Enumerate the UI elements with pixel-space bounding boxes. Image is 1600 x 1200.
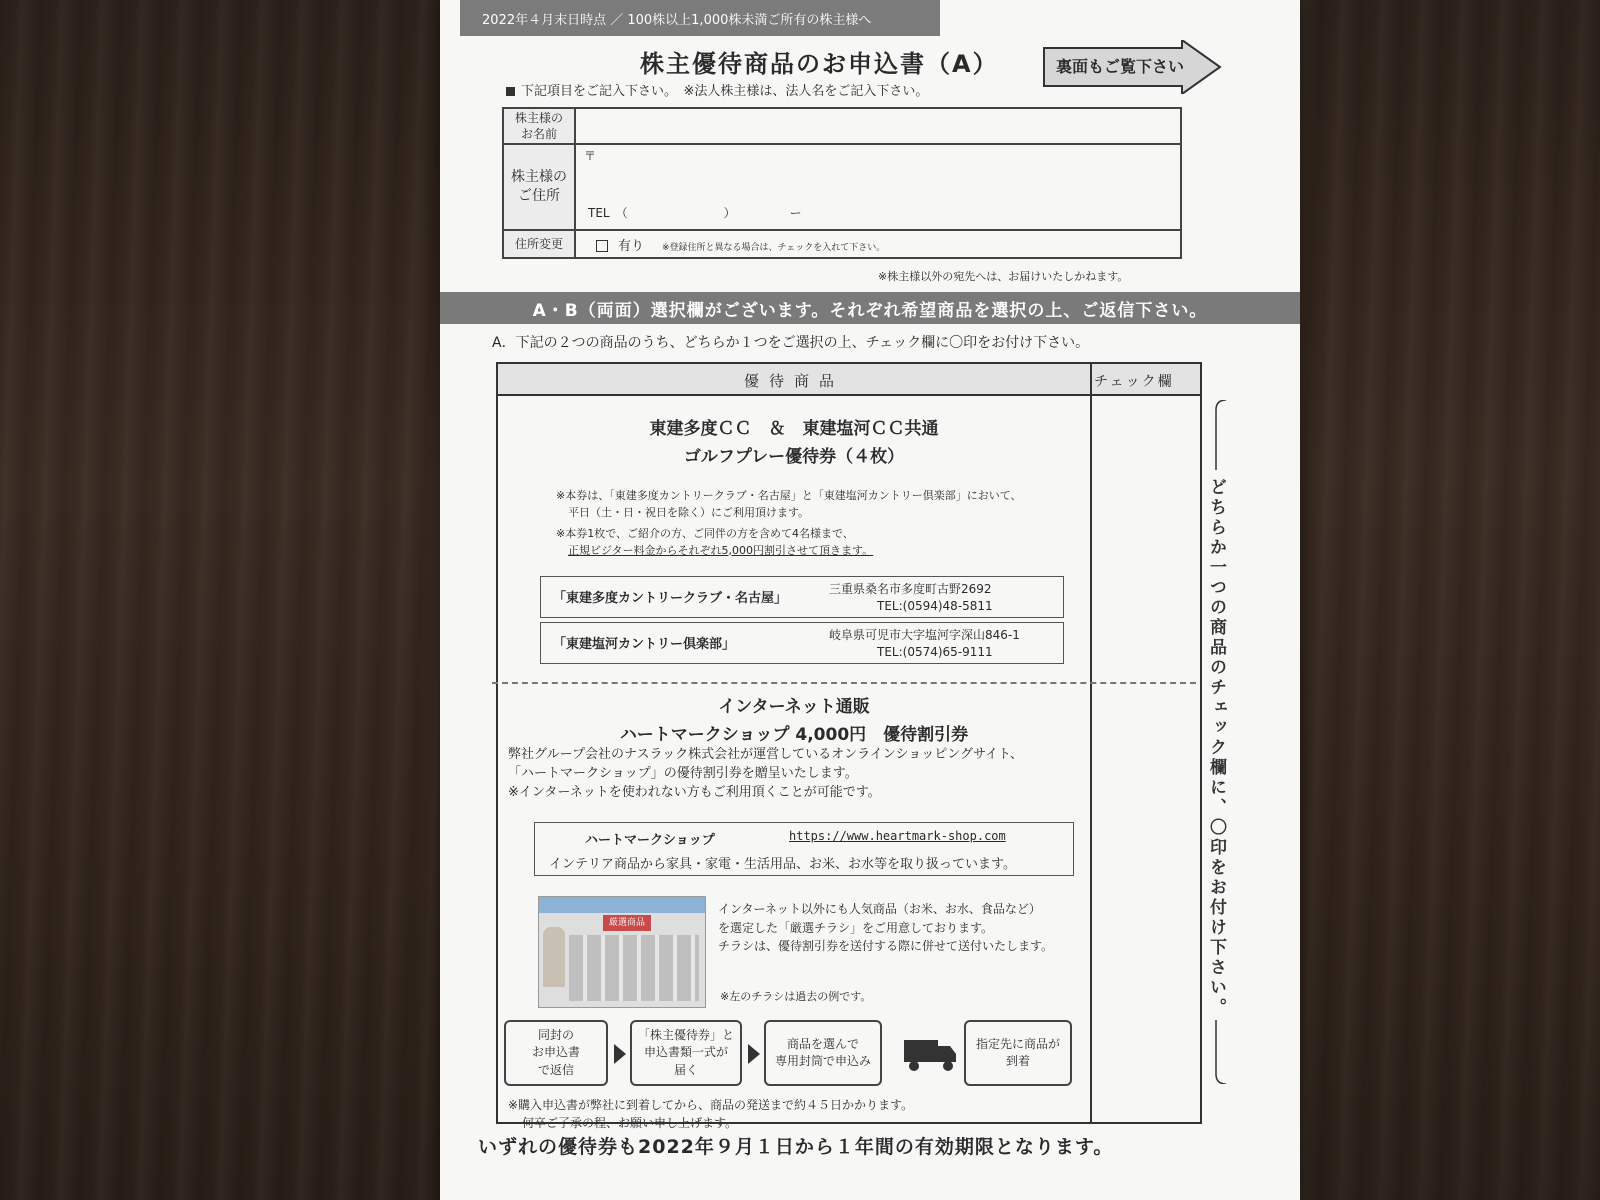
square-bullet-icon: [506, 87, 515, 96]
flyer-image: [538, 896, 706, 1008]
golf-subtitle: ゴルフプレー優待券（４枚）: [683, 447, 905, 467]
process-flow: [504, 1020, 1084, 1090]
shop-name: ハートマークショップ: [585, 833, 715, 848]
flyer-description: インターネット以外にも人気商品（お米、お水、食品など） を選定した「厳選チラシ」をご用意しております。 チラシは、優待割引券を送付する際に併せて送付いたします。: [718, 902, 1054, 954]
address-label: 株主様の ご住所: [503, 144, 575, 230]
flyer-product-grid: [569, 935, 699, 1001]
flow-arrow-icon: [614, 1044, 626, 1064]
flow-step-3: 商品を選んで 専用封筒で申込み: [764, 1020, 882, 1086]
shop-description: インテリア商品から家具・家電・生活用品、お米、お水等を取り扱っています。: [549, 857, 1016, 872]
name-label: 株主様の お名前: [503, 108, 575, 144]
golf-note-1: ※本券は、「東建多度カントリークラブ・名古屋」と「東建塩河カントリー倶楽部」において、 平日（土・日・祝日を除く）にご利用頂けます。: [556, 489, 1022, 519]
internet-title: インターネット通販: [718, 697, 870, 717]
col-item-header: 優待商品: [743, 372, 844, 390]
see-back-arrow: [1042, 40, 1222, 94]
form-instruction: 下記項目をご記入下さい。 ※法人株主様は、法人名をご記入下さい。: [506, 80, 928, 99]
internet-subtitle: ハートマークショップ 4,000円 優待割引券: [619, 725, 969, 745]
eligibility-text: 2022年４月末日時点 ／ 100株以上1,000株未満ご所有の株主様へ: [482, 12, 872, 28]
shop-url-link[interactable]: https://www.heartmark-shop.com: [789, 829, 1006, 843]
eligibility-bar: [460, 0, 940, 36]
golf-ticket-section: [498, 398, 1090, 682]
golf-note-2: ※本券1枚で、ご紹介の方、ご同伴の方を含めて4名様まで、 正規ビジター料金からそれぞれ5,000円割引させて頂きます。: [556, 527, 874, 557]
delivery-note: ※株主様以外の宛先へは、お届けいたしかねます。: [878, 270, 1129, 283]
shop-info-box: [534, 822, 1074, 876]
flyer-note: ※左のチラシは過去の例です。: [720, 990, 872, 1003]
application-form-paper: [440, 0, 1300, 1200]
internet-check-cell[interactable]: [1092, 686, 1200, 1122]
flow-arrow-icon: [748, 1044, 760, 1064]
selection-banner: A・B（両面）選択欄がございます。それぞれ希望商品を選択の上、ご返信下さい。: [440, 292, 1300, 324]
flow-step-2: 「株主優待券」と 申込書類一式が 届く: [630, 1020, 742, 1086]
see-back-label: 裏面もご覧下さい: [1056, 57, 1185, 76]
validity-notice: いずれの優待券も2022年９月１日から１年間の有効期限となります。: [478, 1136, 1114, 1158]
postal-mark: 〒: [584, 149, 597, 164]
shipping-note: ※購入申込書が弊社に到着してから、商品の発送まで約４５日かかります。 何卒ご了承の程、お願い申し上げます。: [508, 1098, 914, 1130]
flyer-model: [543, 927, 565, 987]
flyer-badge: 厳選商品: [603, 915, 651, 931]
benefit-selection-table: [496, 362, 1202, 1130]
internet-description: 弊社グループ会社のナスラック株式会社が運営しているオンラインショッピングサイト、 「ハートマークショップ」の優待割引券を贈呈いたします。 ※インターネットを使われない方もご利用頂くことが可能です。: [508, 747, 1023, 800]
internet-shop-section: [498, 686, 1090, 1130]
truck-icon: [904, 1038, 958, 1072]
golf-title: 東建多度ＣＣ ＆ 東建塩河ＣＣ共通: [649, 419, 939, 439]
side-instruction: どちらか一つの商品のチェック欄に、〇印をお付け下さい。: [1206, 478, 1226, 1018]
flow-step-4: 指定先に商品が 到着: [964, 1020, 1072, 1086]
venue-shiogawa: 「東建塩河カントリー倶楽部」 岐阜県可児市大字塩河字深山846-1 TEL:(0574)65-9111: [540, 622, 1064, 664]
name-field[interactable]: [575, 108, 1181, 144]
address-change-cell: 有り ※登録住所と異なる場合は、チェックを入れて下さい。: [575, 230, 1181, 258]
section-divider: [492, 682, 1196, 684]
golf-check-cell[interactable]: [1092, 398, 1200, 682]
flyer-banner: [539, 897, 705, 913]
col-check-header: チェック欄: [1094, 374, 1174, 390]
address-change-checkbox[interactable]: [596, 240, 608, 252]
shareholder-info-table: [502, 107, 1182, 259]
flow-step-1: 同封の お申込書 で返信: [504, 1020, 608, 1086]
address-field[interactable]: [575, 144, 1181, 230]
venue-tado: 「東建多度カントリークラブ・名古屋」 三重県桑名市多度町古野2692 TEL:(0594)48-5811: [540, 576, 1064, 618]
selection-instruction: A．下記の２つの商品のうち、どちらか１つをご選択の上、チェック欄に〇印をお付け下さい。: [492, 335, 1090, 351]
page-title: 株主優待商品のお申込書（A）: [640, 50, 999, 78]
address-change-label: 住所変更: [503, 230, 575, 258]
table-header: [498, 364, 1200, 396]
tel-field[interactable]: TEL （ ） ー: [588, 206, 802, 221]
